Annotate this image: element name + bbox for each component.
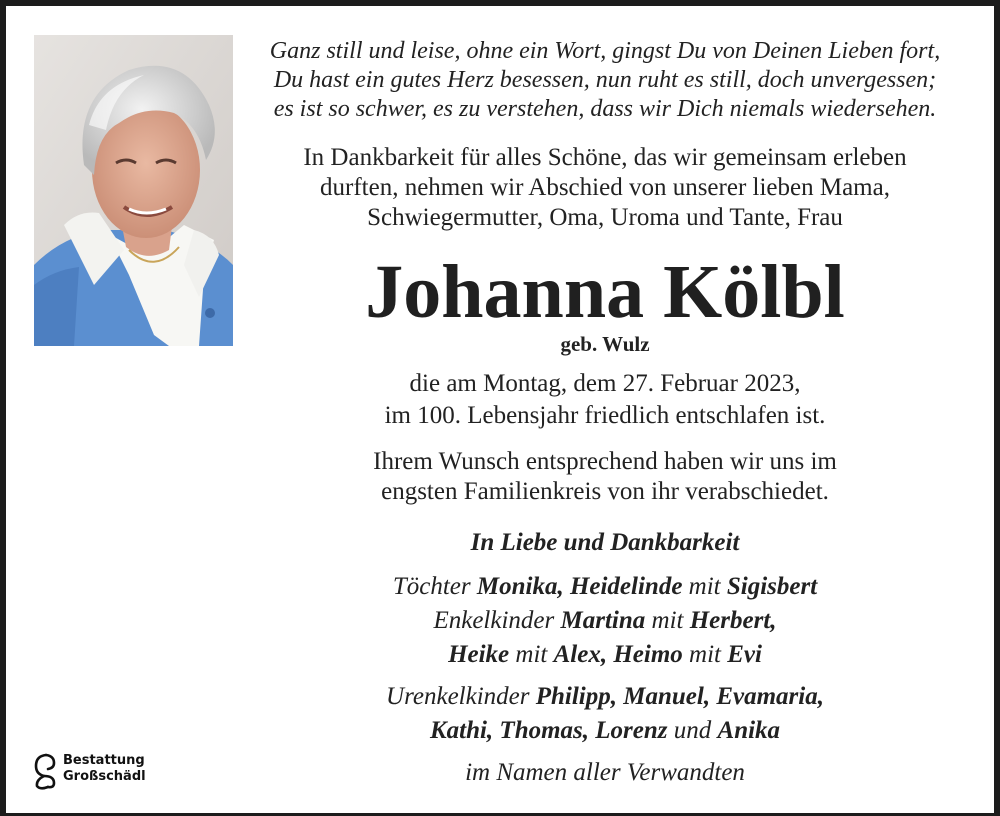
frame-top-border	[0, 0, 1000, 6]
poem-line-3: es ist so schwer, es zu verstehen, dass wir Dich niemals wiedersehen.	[273, 96, 937, 122]
mourners-conjunction: mit	[509, 641, 554, 668]
funeral-home-name-line-1: Bestattung	[63, 753, 145, 768]
intro-line-3: Schwiegermutter, Oma, Uroma und Tante, Frau	[367, 204, 843, 231]
farewell-line-2: engsten Familienkreis von ihr verabschiedet.	[381, 478, 829, 505]
mourners-names: Heike	[448, 641, 510, 668]
poem-line-1: Ganz still und leise, ohne ein Wort, gingst Du von Deinen Lieben fort,	[269, 38, 941, 64]
mourners-label: Töchter	[392, 573, 477, 600]
mourners-heading: In Liebe und Dankbarkeit	[470, 529, 740, 556]
mourners-label: Urenkelkinder	[386, 683, 536, 710]
mourners-names: Anika	[717, 717, 781, 744]
mourners-names: Alex, Heimo	[553, 641, 683, 668]
mourners-names: Sigisbert	[726, 573, 818, 600]
maiden-name: geb. Wulz	[560, 332, 650, 356]
bestattung-logo-icon	[32, 752, 60, 795]
death-notice-line-2: im 100. Lebensjahr friedlich entschlafen ist.	[384, 402, 826, 429]
mourners-conjunction: mit	[682, 641, 728, 668]
farewell-line-1: Ihrem Wunsch entsprechend haben wir uns im	[373, 448, 837, 475]
mourners-closing: im Namen aller Verwandten	[465, 759, 745, 786]
frame-right-border	[994, 0, 1000, 816]
frame-left-border	[0, 0, 6, 816]
deceased-name: Johanna Kölbl	[365, 250, 845, 334]
intro-line-2: durften, nehmen wir Abschied von unserer lieben Mama,	[320, 174, 890, 201]
mourners-names: Martina	[560, 607, 646, 634]
mourners-conjunction: und	[667, 717, 718, 744]
mourners-line-2	[240, 604, 970, 637]
funeral-home-logo	[32, 752, 192, 792]
funeral-home-name-line-2: Großschädl	[63, 769, 146, 784]
mourners-line-1	[240, 570, 970, 603]
mourners-names: Evi	[727, 641, 762, 668]
mourners-names: Monika, Heidelinde	[476, 573, 683, 600]
mourners-names: Philipp, Manuel, Evamaria,	[535, 683, 824, 710]
funeral-home-name	[63, 753, 146, 785]
poem-line-2: Du hast ein gutes Herz besessen, nun ruht es still, doch unvergessen;	[273, 67, 937, 93]
mourners-names: Kathi, Thomas, Lorenz	[429, 717, 668, 744]
intro-line-1: In Dankbarkeit für alles Schöne, das wir gemeinsam erleben	[303, 144, 907, 171]
mourners-conjunction: mit	[682, 573, 727, 600]
mourners-names: Herbert,	[689, 607, 777, 634]
portrait-photo	[34, 35, 233, 346]
mourners-label: Enkelkinder	[433, 607, 561, 634]
mourners-conjunction: mit	[645, 607, 690, 634]
mourners-line-3	[240, 638, 970, 671]
mourners-line-5	[240, 714, 970, 747]
mourners-line-4	[240, 680, 970, 713]
death-notice-line-1: die am Montag, dem 27. Februar 2023,	[409, 370, 801, 397]
